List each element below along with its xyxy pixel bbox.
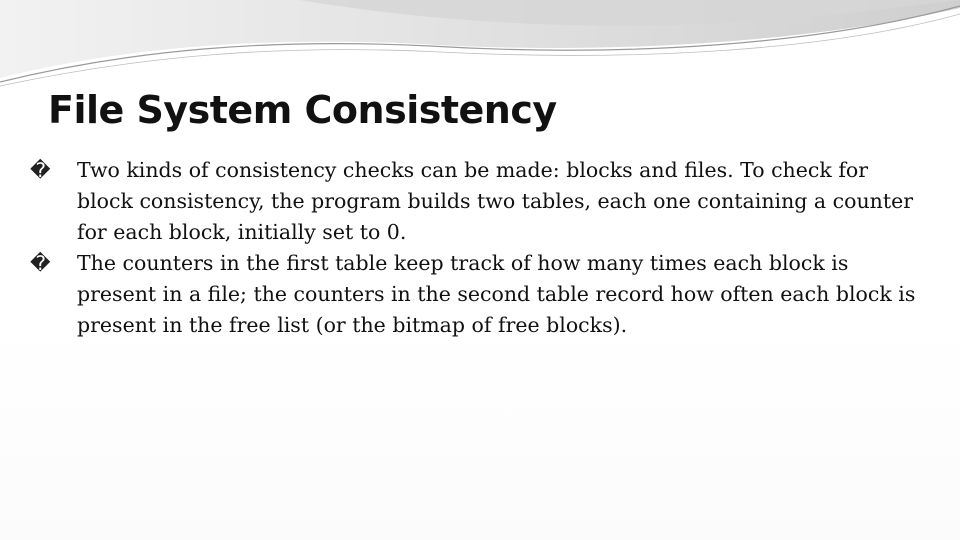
bullet-item	[30, 248, 920, 341]
bullet-marker-glyph: �	[30, 251, 51, 275]
bullet-text: The counters in the first table keep track of how many times each block is present in a file; the counters in the second table record how often each block is present in the free list (or the bitmap of free blocks).	[77, 251, 916, 337]
bullet-text: Two kinds of consistency checks can be made: blocks and files. To check for block consistency, the program builds two tables, each one containing a counter for each block, initially set to 0.	[77, 158, 914, 244]
header-swoosh-decoration	[0, 0, 960, 90]
bullet-marker-glyph: �	[30, 158, 51, 182]
slide-title: File System Consistency	[48, 88, 557, 132]
bullet-item	[30, 155, 920, 248]
slide-body	[30, 155, 920, 341]
